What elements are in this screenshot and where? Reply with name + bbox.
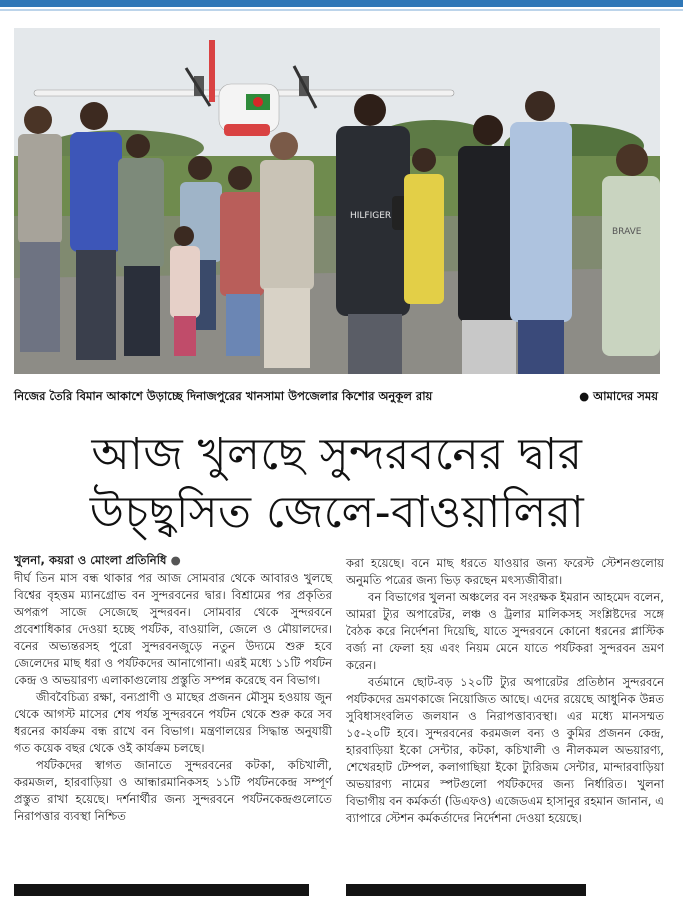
paragraph: বন বিভাগের খুলনা অঞ্চলের বন সংরক্ষক ইমরান আহমেদ বলেন, আমরা ট্যুর অপারেটর, লঞ্চ ও ট্রলার মালিকসহ সংশ্লিষ্টদের সঙ্গে বৈঠক করে নির্দেশনা দিয়েছি, যাতে সুন্দরবনে কোনো ধরনের প্লাস্টিক বর্জ্য না ফেলা হয় এবং নিয়ম মেনে যাতে পর্যটকরা সুন্দরবন ভ্রমণ করেন।	[346, 590, 664, 672]
article-column-right	[346, 555, 664, 827]
article-column-left	[14, 552, 332, 825]
top-color-rule	[0, 0, 683, 7]
headline	[14, 426, 660, 542]
bottom-bar-left	[14, 884, 309, 896]
paragraph: করা হয়েছে। বনে মাছ ধরতে যাওয়ার জন্য ফরেস্ট স্টেশনগুলোয় অনুমতি পত্রের জন্য ভিড় করছেন মৎস্যজীবীরা।	[346, 556, 664, 587]
caption-text: নিজের তৈরি বিমান আকাশে উড়াচ্ছে দিনাজপুরের খানসামা উপজেলার কিশোর অনুকূল রায়	[14, 389, 433, 403]
photo-illustration	[14, 28, 660, 374]
byline-text: খুলনা, কয়রা ও মোংলা প্রতিনিধি	[14, 553, 167, 567]
caption-credit: ● আমাদের সময়	[579, 389, 658, 403]
byline	[14, 552, 332, 569]
photo-caption	[14, 386, 660, 406]
bottom-bar-right	[346, 884, 586, 896]
shirt-text: HILFIGER	[350, 211, 392, 221]
headline-line-1: আজ খুলছে সুন্দরবনের দ্বার	[91, 429, 583, 480]
top-thin-rule	[0, 9, 683, 11]
tshirt-brand: BRAVE	[612, 227, 642, 237]
paragraph: পর্যটকদের স্বাগত জানাতে সুন্দরবনের কটকা, কচিখালী, করমজল, হারবাড়িয়া ও আন্ধারমানিকসহ ১১টি পর্যটনকেন্দ্র সম্পূর্ণ প্রস্তুত রাখা হয়েছে। দর্শনার্থীর জন্য সুন্দরবনে পর্যটনকেন্দ্রগুলোতে নিরাপত্তার ব্যবস্থা নিশ্চিত	[14, 758, 332, 823]
paragraph: দীর্ঘ তিন মাস বন্ধ থাকার পর আজ সোমবার থেকে আবারও খুলছে বিশ্বের বৃহত্তম ম্যানগ্রোভ বন সুন্দরবনের দ্বার। বিশ্রামের পর প্রকৃতির অপরূপ সাজে সেজেছে সুন্দরবন। সোমবার থেকে সুন্দরবনে প্রবেশাধিকার দেওয়া হচ্ছে পর্যটক, বাওয়ালি, জেলে ও মৌয়ালদের। বনের অভ্যন্তরসহ পুরো সুন্দরবনজুড়ে নতুন উদ্যমে শুরু হবে জেলেদের মাছ ধরা ও পর্যটকদের আনাগোনা। এরই মধ্যে ১১টি পর্যটন কেন্দ্র ও অভয়ারণ্য এলাকাগুলোয় প্রস্তুতি সম্পন্ন করেছে বন বিভাগ।	[14, 571, 332, 687]
news-photo	[14, 28, 660, 374]
paragraph: বর্তমানে ছোট-বড় ১২০টি ট্যুর অপারেটর প্রতিষ্ঠান সুন্দরবনে পর্যটকদের ভ্রমণকাজে নিয়োজিত আছে। এদের রয়েছে আধুনিক উন্নত সুবিধাসংবলিত জলযান ও নিরাপত্তাব্যবস্থা। এর মধ্যে মানসম্মত ১৫-২০টি হবে। সুন্দরবনের করমজল বন্য ও কুমির প্রজনন কেন্দ্র, হারবাড়িয়া ইকো সেন্টার, কটকা, কচিখালী ও নীলকমল অভয়ারণ্য, শেখেরহাট টেম্পল, কলাগাছিয়া ইকো ট্যুরিজম সেন্টার, মান্দারবাড়িয়া অভয়ারণ্য নামের স্পটগুলো পর্যটকদের জন্য নির্ধারিত। খুলনা বিভাগীয় বন কর্মকর্তা (ডিএফও) এজেডএম হাসানুর রহমান জানান, এ ব্যাপারে স্টেশন কর্মকর্তাদের নির্দেশনা দেওয়া হয়েছে।	[346, 675, 664, 825]
byline-dot: ●	[170, 553, 181, 567]
headline-line-2: উচ্ছ্বসিত জেলে-বাওয়ালিরা	[89, 487, 585, 538]
paragraph: জীববৈচিত্র্য রক্ষা, বন্যপ্রাণী ও মাছের প্রজনন মৌসুম হওয়ায় জুন থেকে আগস্ট মাসের শেষ পর্যন্ত সুন্দরবনে পর্যটন থেকে শুরু করে সব ধরনের কার্যক্রম বন্ধ রাখে বন বিভাগ। মন্ত্রণালয়ের সিদ্ধান্ত অনুযায়ী গত কয়েক বছর থেকে ওই কার্যক্রম চলছে।	[14, 690, 332, 755]
adjacent-column-edge	[672, 140, 683, 900]
